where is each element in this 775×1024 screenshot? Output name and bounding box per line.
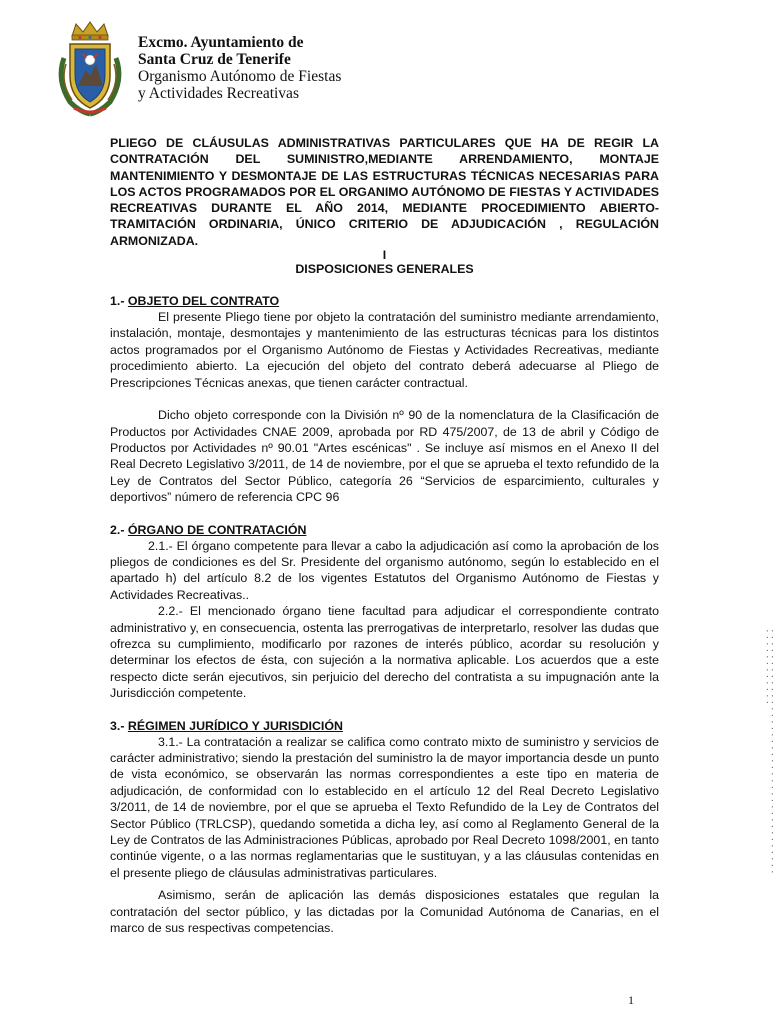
section-3-paragraph-2: Asimismo, serán de aplicación las demás disposiciones estatales que regulan la contratación del sector público, y las dictadas por la Comunidad Autónoma de Canarias, en el marco de sus respectivas competencias. — [110, 888, 659, 936]
section-1-heading — [110, 293, 659, 309]
part-heading: DISPOSICIONES GENERALES — [295, 262, 474, 277]
letterhead — [50, 18, 410, 118]
section-3-number: 3.- — [110, 718, 128, 733]
section-1-paragraph-2: Dicho objeto corresponde con la División nº 90 de la nomenclatura de la Clasificación de Productos por Actividades CNAE 2009, aprobada por RD 475/2007, de 13 de abril y Código de Productos por Actividades nº 90.01 "Artes escénicas" . Se incluye así mismos en el Anexo II del Real Decreto Legislativo 3/2011, de 14 de noviembre, por el que se aprueba el texto refundido de la Ley de Contratos del Sector Público, categoría 26 “Servicios de esparcimiento, culturales y deportivos” número de referencia CPC 96 — [110, 408, 659, 505]
section-2-number: 2.- — [110, 522, 128, 537]
coat-of-arms-icon — [50, 18, 130, 118]
org-line-3: Organismo Autónomo de Fiestas — [138, 68, 342, 85]
margin-verification-stamp: ▪ ▪ ▪ ▪ ▪ ▪ ▪ ▪ ▪ ▪ ▪ ▪ ▪ ▪ ▪ ▪ ▪ ▪ ▪ ▪ ▪ ▪ ▪ ▪ ▪ ▪ ▪ ▪ ▪ ▪ ▪ ▪ ▪ ▪ ▪ ▪ ▪ ▪ ▪ ▪ ▪ ▪ ▪ ▪ ▪ ▪ ▪ ▪ ▪ ▪ — [765, 628, 775, 875]
org-line-2: Santa Cruz de Tenerife — [138, 51, 291, 68]
section-2-heading — [110, 522, 659, 538]
org-line-1: Excmo. Ayuntamiento de — [138, 34, 304, 51]
section-1-paragraph-1: El presente Pliego tiene por objeto la contratación del suministro mediante arrendamiento, instalación, montaje, desmontajes y mantenimiento de las estructuras técnicas para los distintos actos programados por el Organismo Autónomo de Fiestas y Actividades Recreativas, mediante procedimiento abierto. La ejecución del objeto del contrato deberá adecuarse al Pliego de Prescripciones Técnicas anexas, que tienen carácter contractual. — [110, 310, 659, 390]
section-1-title: OBJETO DEL CONTRATO — [127, 294, 280, 309]
section-3-heading — [110, 718, 659, 734]
section-2-title: ÓRGANO DE CONTRATACIÓN — [127, 522, 307, 537]
section-3-paragraph-1: 3.1.- La contratación a realizar se califica como contrato mixto de suministro y servicios de carácter administrativo; siendo la prestación del suministro la de mayor importancia desde un punto de vista económico, se observarán las normas correspondientes a este tipo en materia de adjudicación, de conformidad con lo establecido en el artículo 12 del Real Decreto Legislativo 3/2011, de 14 de noviembre, por el que se aprueba el Texto Refundido de la Ley de Contratos del Sector Público (TRLCSP), quedando sometida a dicha ley, así como al Reglamento General de la Ley de Contratos de las Administraciones Públicas, aprobado por Real Decreto 1098/2001, en tanto continúe vigente, o a las normas reglamentarias que le sustituyan, y a las cláusulas contenidas en el presente pliego de cláusulas administrativas particulares. — [110, 734, 659, 880]
part-numeral: I — [382, 248, 387, 263]
section-2-paragraph-1: 2.1.- El órgano competente para llevar a cabo la adjudicación así como la aprobación de los pliegos de condiciones es del Sr. Presidente del organismo autónomo, según lo establecido en el apartado h) del artículo 8.2 de los vigentes Estatutos del Organismo Autónomo de Fiestas y Actividades Recreativas.. — [110, 538, 659, 602]
section-3-title: RÉGIMEN JURÍDICO Y JURISDICIÓN — [127, 718, 343, 733]
document-title: PLIEGO DE CLÁUSULAS ADMINISTRATIVAS PARTICULARES QUE HA DE REGIR LA CONTRATACIÓN DEL SUMINISTRO,MEDIANTE ARRENDAMIENTO, MONTAJE MANTENIMIENTO Y DESMONTAJE DE LAS ESTRUCTURAS TÉCNICAS NECESARIAS PARA LOS ACTOS PROGRAMADOS POR EL ORGANIMO AUTÓNOMO DE FIESTAS Y ACTIVIDADES RECREATIVAS DURANTE EL AÑO 2014, MEDIANTE PROCEDIMIENTO ABIERTO-TRAMITACIÓN ORDINARIA, ÚNICO CRITERIO DE ADJUDICACIÓN , REGULACIÓN ARMONIZADA. — [110, 136, 659, 248]
organization-name — [138, 34, 341, 102]
org-line-4: y Actividades Recreativas — [138, 85, 299, 102]
page-number: 1 — [628, 993, 634, 1007]
section-2-paragraph-2: 2.2.- El mencionado órgano tiene facultad para adjudicar el correspondiente contrato administrativo y, en consecuencia, ostenta las prerrogativas de interpretarlo, resolver las dudas que ofrezca su cumplimiento, modificarlo por razones de interés público, acordar su resolución y determinar los efectos de ésta, con sujeción a la normativa aplicable. Los acuerdos que a este respecto dicte serán ejecutivos, sin perjuicio del derecho del contratista a su impugnación ante la Jurisdicción competente. — [110, 604, 659, 701]
section-1-number: 1.- — [110, 294, 128, 309]
document-body — [110, 135, 659, 936]
